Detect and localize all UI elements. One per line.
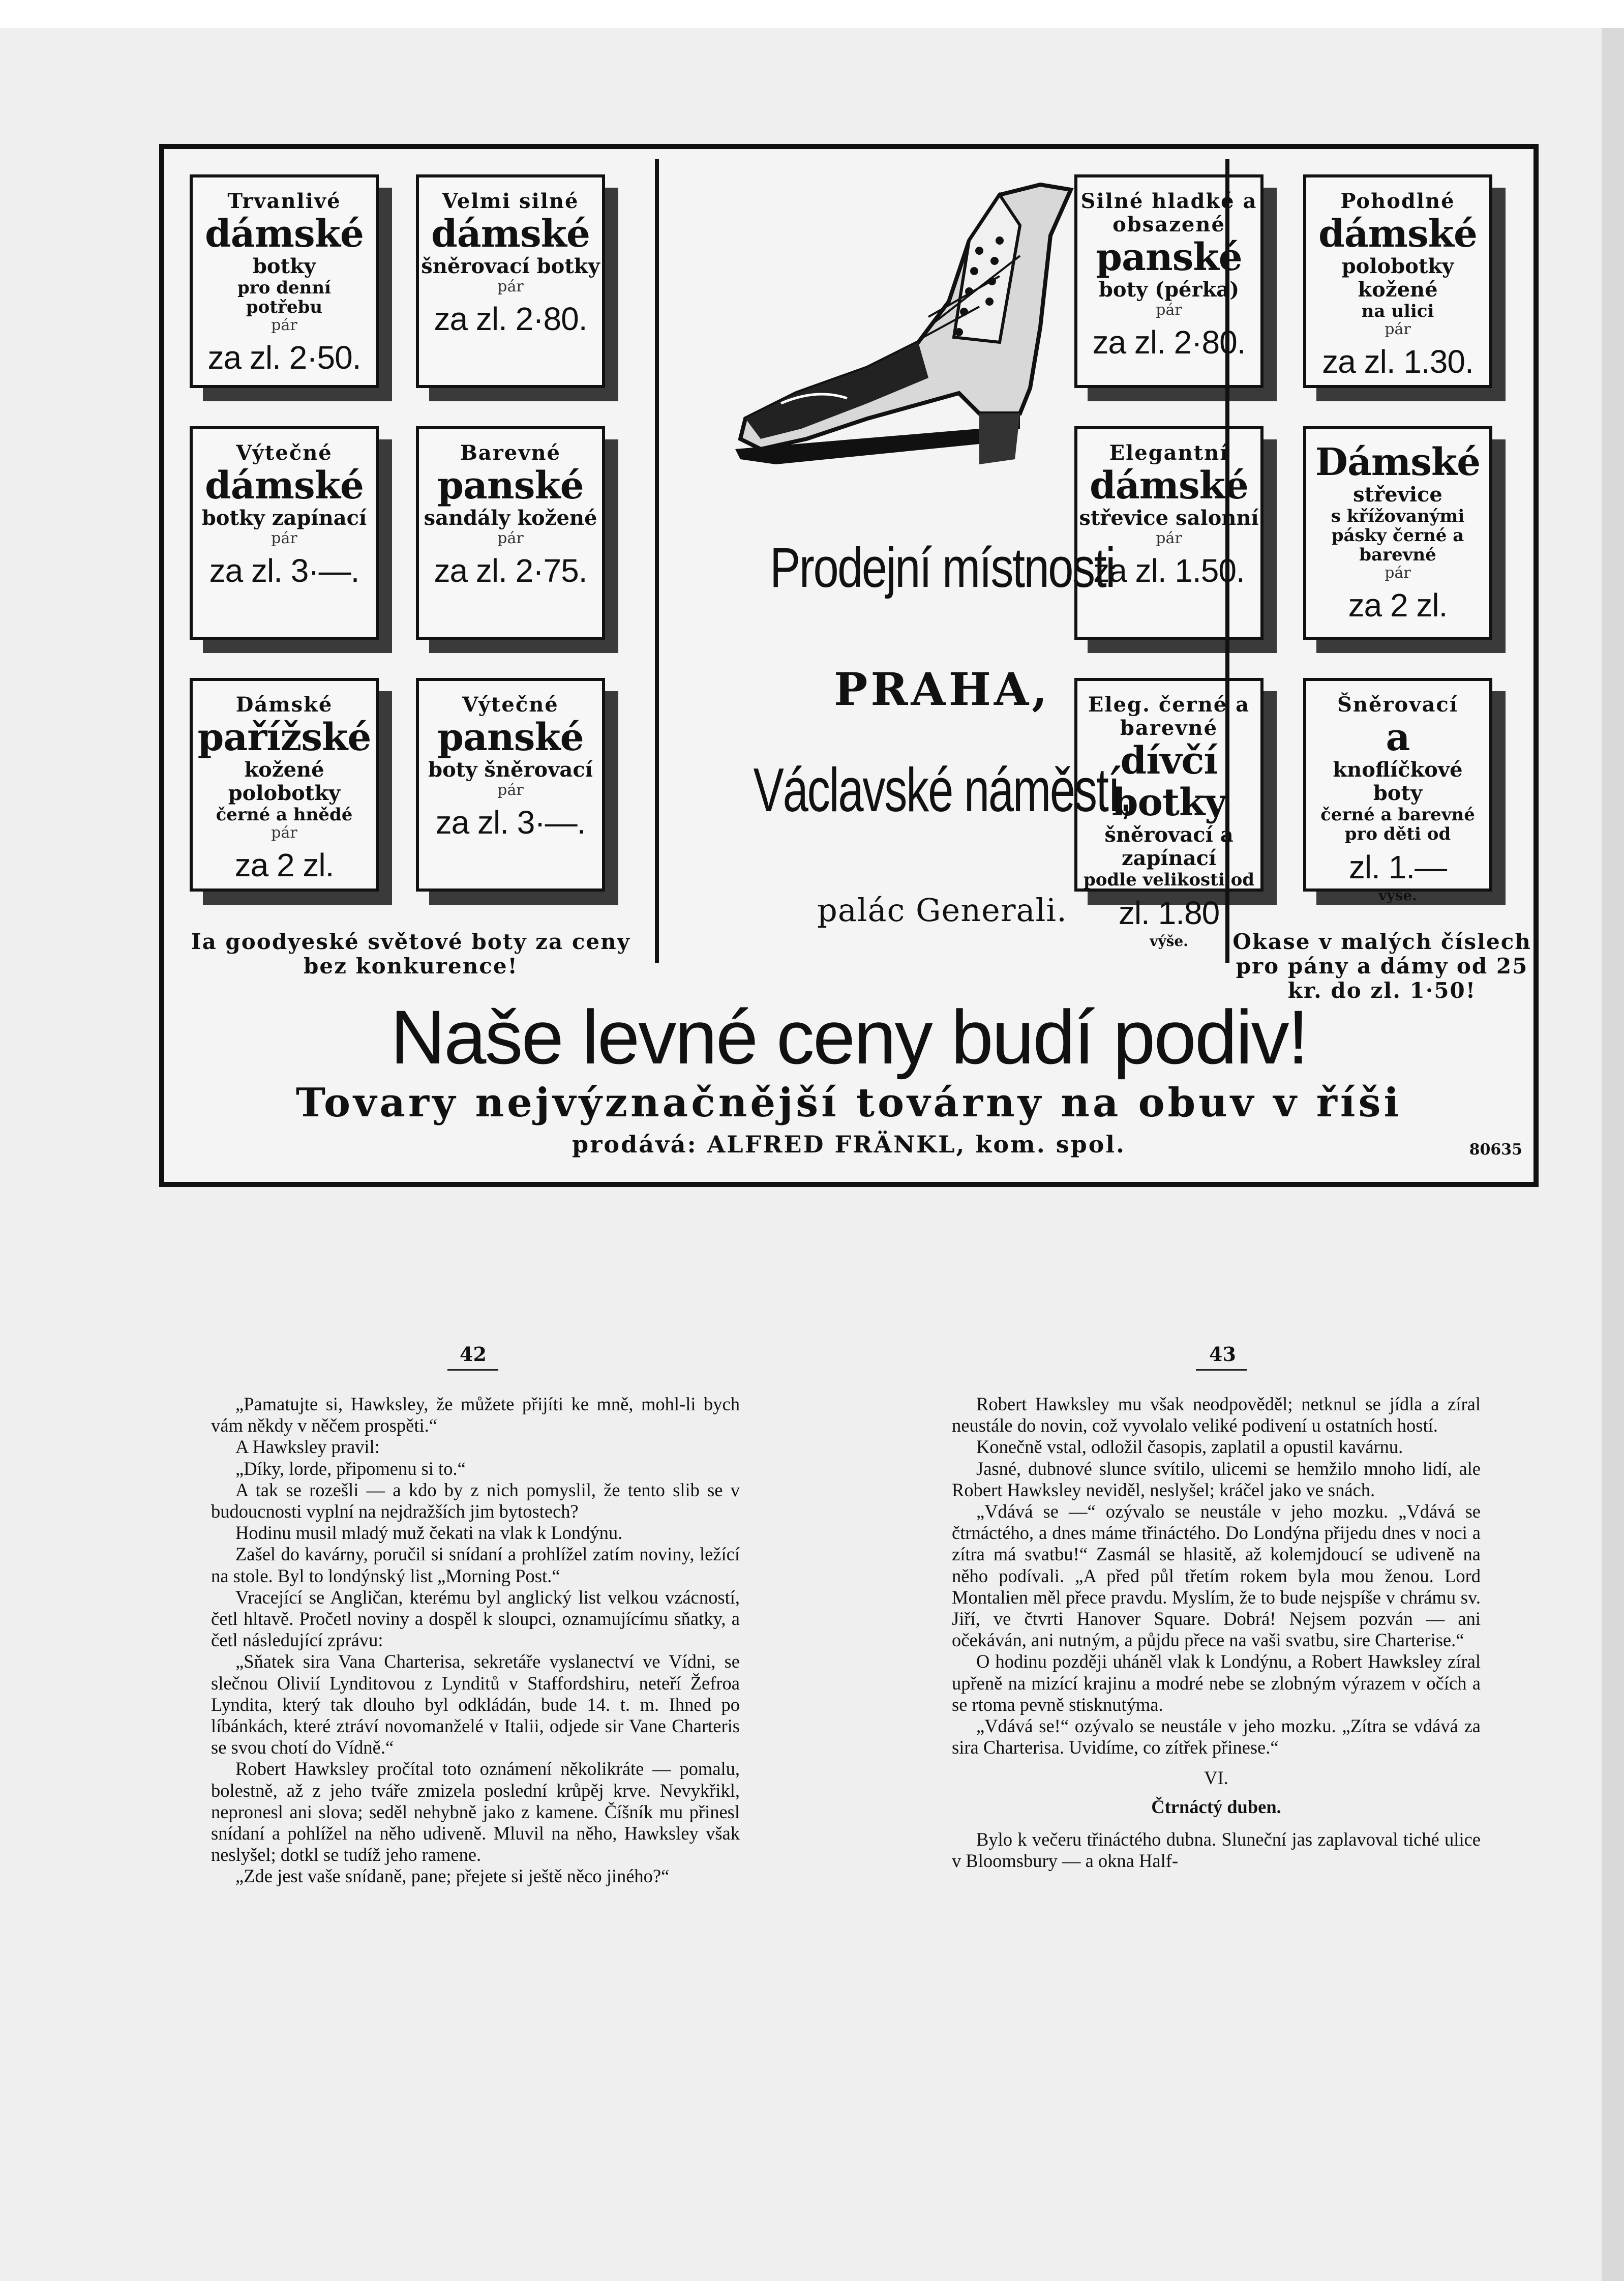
left-footnote: Ia goodyeské světové boty za ceny bez konkurence!: [191, 929, 631, 979]
box-product: polobotky kožené: [1341, 254, 1454, 302]
box-detail: černé a hnědé: [216, 805, 353, 825]
page-edge: [1602, 28, 1624, 2281]
paragraph: „Díky, lorde, připomenu si to.“: [235, 1458, 466, 1479]
box-unit: pár: [271, 316, 297, 334]
box-price: za zl. 3·—.: [209, 552, 359, 589]
text-column-left: [211, 1394, 740, 1887]
sales-rooms-heading: Prodejní místnosti: [770, 537, 1115, 599]
box-title: panské: [1096, 235, 1242, 279]
box-detail: s křížovanými pásky černé a barevné: [1331, 506, 1465, 565]
box-product: knoflíčkové boty: [1333, 758, 1463, 805]
box-product: botky zapínací: [201, 506, 367, 530]
box-title: dámské: [1318, 212, 1477, 256]
price-box: [416, 174, 605, 388]
page-number-right: 43: [1209, 1343, 1236, 1366]
paragraph: „Zde jest vaše snídaně, pane; přejete si ještě něco jiného?“: [235, 1865, 670, 1887]
paragraph: Jasné, dubnové slunce svítilo, ulicemi se hemžilo mnoho lidí, ale Robert Hawksley neviděl, neslyšel; kráčel jako ve snách.: [952, 1458, 1481, 1500]
box-product: šněrovací a zapínací: [1104, 823, 1234, 870]
box-kicker: Eleg. černé a barevné: [1088, 693, 1250, 740]
box-kicker: Elegantní: [1109, 441, 1229, 465]
box-title: dámské: [431, 212, 590, 256]
advert-code: 80635: [1469, 1141, 1522, 1159]
box-kicker: Šněrovací: [1337, 693, 1458, 717]
box-title: dámské: [1089, 464, 1248, 508]
box-price: za zl. 2·75.: [434, 552, 587, 589]
box-unit: pár: [1156, 529, 1182, 547]
price-box: [1303, 174, 1492, 388]
box-price: zl. 1.—: [1348, 849, 1447, 885]
box-title: Dámské: [1315, 440, 1481, 484]
box-detail: na ulici: [1361, 301, 1434, 321]
paragraph: Hodinu musil mladý muž čekati na vlak k Londýnu.: [235, 1522, 623, 1544]
box-title: dívčí botky: [1111, 739, 1226, 824]
box-kicker: Trvanlivé: [227, 189, 341, 213]
box-price: za zl. 1.50.: [1093, 552, 1245, 589]
paragraph: Robert Hawksley pročítal toto oznámení několikráte — pomalu, bolestně, až z jeho tváře zmizela poslední krůpěj krve. Nevykřikl, nepronesl ani slova; seděl nehybně jako z kamene. Číšník mu přinesl snídaní a pohlížel na něho udiveně. Mluvil na něho, Hawksley však neslyšel; dotkl se tudíž jeho ramene.: [211, 1758, 740, 1865]
price-box: [190, 174, 379, 388]
chapter-number: VI.: [1204, 1767, 1228, 1789]
paragraph: Vracející se Angličan, kterému byl anglický list velkou vzácností, četl hltavě. Pročetl noviny a dospěl k sloupci, oznamujícímu sňatky, a četl následující zprávu:: [211, 1586, 740, 1651]
paragraph: „Sňatek sira Vana Charterisa, sekretáře vyslanectví ve Vídni, se slečnou Olivií Lynditovou z Lynditů v Staffordshiru, neteří Žefroa Lyndita, který tak dlouho byl odkládán, bude 14. t. m. Ihned po líbánkách, které ztráví novomanželé v Italii, odjede sir Vane Charteris se svou chotí do Vídně.“: [211, 1651, 740, 1758]
box-price: za zl. 3·—.: [435, 804, 586, 841]
box-suffix: výše.: [1378, 887, 1417, 904]
price-box: [1303, 426, 1492, 640]
box-unit: pár: [1385, 564, 1411, 582]
box-title: a: [1386, 716, 1410, 759]
paragraph: O hodinu později uháněl vlak k Londýnu, a Robert Hawksley zíral upřeně na mizící krajinu a modré nebe se zlobným výrazem v očích a se rtoma pevně stisknutýma.: [952, 1651, 1481, 1715]
paragraph: „Vdává se!“ ozývalo se neustále v jeho mozku. „Zítra se vdává za sira Charterisa. Uvidíme, co zítřek přinese.“: [952, 1715, 1481, 1758]
box-detail: pro denní potřebu: [237, 278, 331, 317]
advert-seller: prodává: ALFRED FRÄNKL, kom. spol.: [572, 1131, 1126, 1158]
paragraph: A Hawksley pravil:: [235, 1436, 380, 1458]
box-product: kožené polobotky: [228, 758, 341, 805]
box-unit: pár: [271, 529, 297, 547]
paragraph: „Pamatujte si, Hawksley, že můžete přijíti ke mně, mohl-li bych vám někdy v něčem prospěti.“: [211, 1394, 740, 1436]
chapter-title: Čtrnáctý duben.: [1151, 1796, 1281, 1817]
page-number-rule-left: [447, 1369, 498, 1371]
building-name: palác Generali.: [817, 892, 1067, 929]
paragraph: Konečně vstal, odložil časopis, zaplatil a opustil kavárnu.: [976, 1436, 1403, 1458]
price-box: [416, 426, 605, 640]
box-price: za zl. 2·80.: [1092, 324, 1246, 361]
box-price: za zl. 1.30.: [1322, 343, 1473, 380]
street-address: Václavské náměstí,: [753, 755, 1131, 824]
box-suffix: výše.: [1150, 933, 1188, 950]
box-title: panské: [437, 464, 584, 508]
box-unit: pár: [1385, 320, 1411, 338]
price-box: [1303, 678, 1492, 904]
box-kicker: Pohodlné: [1340, 189, 1455, 213]
box-price: zl. 1.80: [1118, 895, 1220, 931]
shoe-advertisement: [159, 144, 1539, 1187]
city-name: PRAHA,: [834, 663, 1050, 716]
box-unit: pár: [497, 781, 524, 799]
page-number-left: 42: [460, 1343, 487, 1366]
paragraph: Zašel do kavárny, poručil si snídaní a prohlížel zatím noviny, ležící na stole. Byl to londýnský list „Morning Post.“: [211, 1544, 740, 1586]
box-product: šněrovací botky: [421, 254, 600, 278]
paragraph: „Vdává se —“ ozývalo se neustále v jeho mozku. „Vdává se čtrnáctého, a dnes máme třináctého. Do Londýna přijedu dnes v noci a zítra má svatbu!“ Zasmál se hlasitě, až kolemjdoucí se udiveně na něho podívali. „A před půl třetím rokem byla mou ženou. Lord Montalien měl přece pravdu. Myslím, že to bude nejspíše v chrámu sv. Jiří, ve čtvrti Hanover Square. Dobrá! Nejsem pozván — ani očekáván, ani nutným, a půjdu přece na vaši svatbu, sire Charterise.“: [952, 1501, 1481, 1651]
shoe-icon: [715, 174, 1091, 505]
box-unit: pár: [271, 824, 297, 842]
advert-center-column: [655, 159, 1229, 963]
box-price: za 2 zl.: [1348, 587, 1448, 624]
price-box: [416, 678, 605, 892]
box-price: za 2 zl.: [234, 847, 334, 883]
box-unit: pár: [497, 529, 524, 547]
paragraph: Robert Hawksley mu však neodpověděl; netknul se jídla a zíral neustále do novin, což vyvolalo veliké podivení u ostatních hostí.: [952, 1394, 1481, 1436]
page-number-rule-right: [1196, 1369, 1247, 1371]
box-product: boty (pérka): [1098, 278, 1240, 302]
price-box: [190, 426, 379, 640]
paragraph: Bylo k večeru třináctého dubna. Sluneční jas zaplavoval tiché ulice v Bloomsbury — a okna Half-: [952, 1828, 1481, 1872]
box-kicker: Dámské: [235, 693, 333, 717]
box-title: pařížské: [197, 716, 371, 759]
box-product: botky: [252, 254, 316, 278]
advert-subheadline: Tovary nejvýznačnější továrny na obuv v říši: [295, 1080, 1402, 1126]
box-product: sandály kožené: [424, 506, 597, 530]
box-product: boty šněrovací: [428, 758, 593, 782]
box-title: dámské: [204, 212, 364, 256]
box-kicker: Barevné: [460, 441, 561, 465]
box-price: za zl. 2·80.: [434, 301, 587, 337]
box-title: panské: [437, 716, 584, 759]
box-detail: podle velikosti od: [1083, 870, 1255, 890]
price-box: [190, 678, 379, 892]
advert-headline: Naše levné ceny budí podiv!: [390, 994, 1308, 1080]
box-kicker: Velmi silné: [442, 189, 579, 213]
box-detail: černé a barevné pro děti od: [1320, 805, 1475, 844]
box-kicker: Silné hladké a obsazené: [1080, 189, 1257, 236]
text-column-right: [952, 1394, 1481, 1872]
box-product: střevice: [1353, 483, 1442, 507]
right-footnote: Okase v malých číslech pro pány a dámy od 25 kr. do zl. 1·50!: [1232, 929, 1531, 1003]
paragraph: A tak se rozešli — a kdo by z nich pomyslil, že tento slib se v budoucnosti vyplní na nejdražších jim bytostech?: [211, 1479, 740, 1522]
box-title: dámské: [204, 464, 364, 508]
box-product: střevice salonní: [1079, 506, 1259, 530]
box-kicker: Výtečné: [462, 693, 559, 717]
box-unit: pár: [497, 278, 524, 295]
box-unit: pár: [1156, 301, 1182, 319]
box-kicker: Výtečné: [236, 441, 333, 465]
box-price: za zl. 2·50.: [207, 339, 361, 376]
